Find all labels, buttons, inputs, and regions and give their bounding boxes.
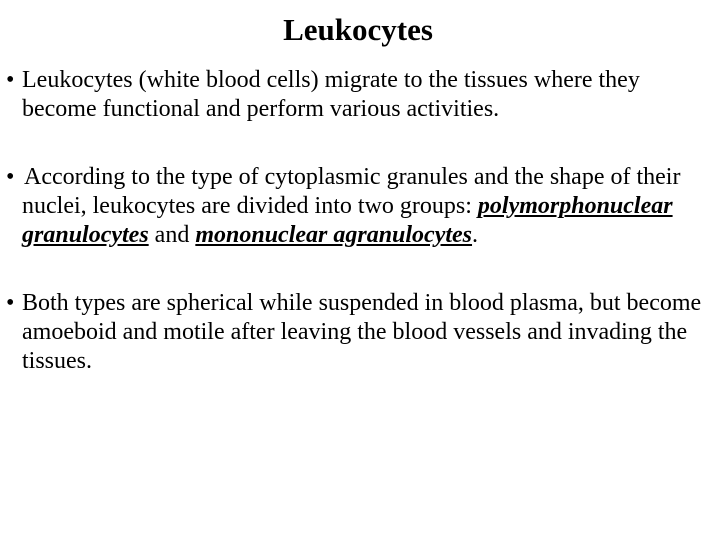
bullet-item — [6, 289, 718, 376]
bullet-conjunction: and — [148, 222, 196, 248]
bullet-list — [6, 66, 718, 376]
bullet-text: Leukocytes (white blood cells) migrate to the tissues where they become functional and perform various activities. — [22, 67, 640, 122]
bullet-text — [22, 164, 680, 248]
bullet-dot-icon: • — [6, 67, 15, 93]
bullet-text-after: . — [472, 222, 479, 248]
bullet-item — [6, 163, 718, 250]
bullet-dot-icon: • — [6, 290, 15, 316]
slide-title: Leukocytes — [283, 12, 433, 47]
term-mononuclear-agranulocytes: mononuclear agranulocytes — [195, 222, 473, 248]
term-polymorphonuclear-granulocytes: polymorphonuclear granulocytes — [22, 193, 673, 248]
bullet-text: Both types are spherical while suspended in blood plasma, but become amoeboid and motile after leaving the blood vessels and invading the tissues. — [22, 290, 702, 374]
bullet-dot-icon: • — [6, 164, 15, 190]
bullet-text-before: According to the type of cytoplasmic granules and the shape of their nuclei, leukocytes are divided into two groups: — [22, 164, 681, 219]
bullet-item — [6, 66, 718, 124]
